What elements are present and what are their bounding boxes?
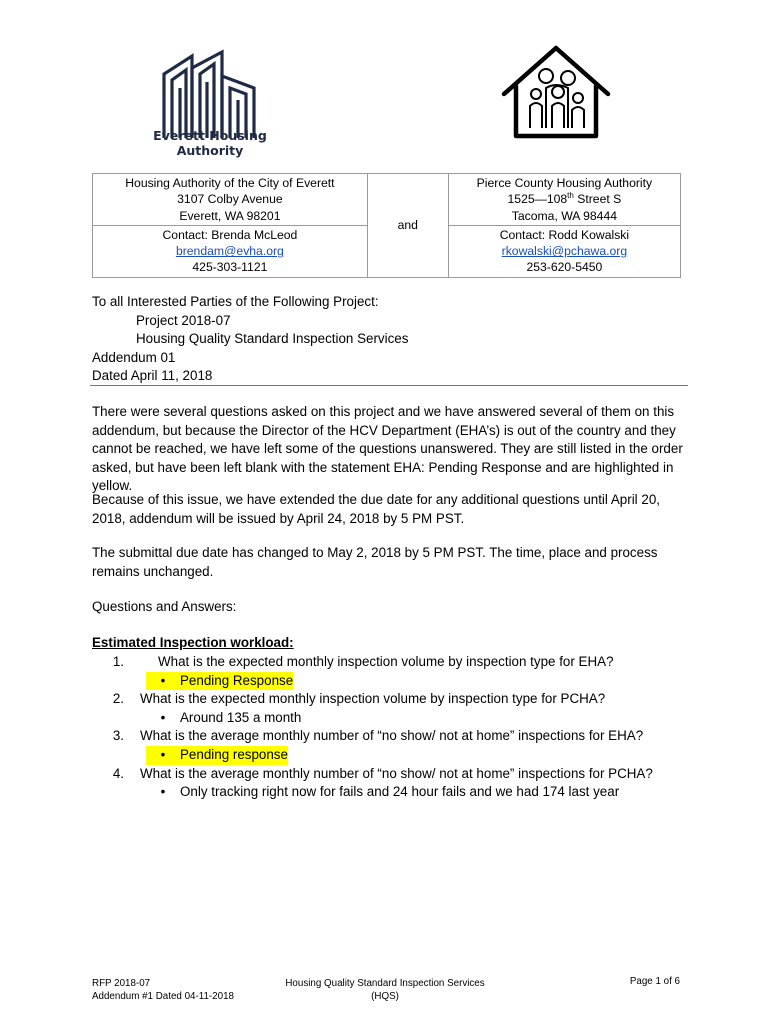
answer-1: [92, 672, 688, 691]
answer-3: [92, 746, 688, 765]
eha-email-link[interactable]: brendam@evha.org: [175, 244, 284, 259]
question-4: [92, 765, 688, 784]
bullet-icon: •: [160, 784, 166, 800]
question-text: What is the average monthly number of “no show/ not at home” inspections for PCHA?: [140, 765, 653, 781]
question-text: What is the expected monthly inspection volume by inspection type for EHA?: [158, 654, 614, 669]
answer-text: Pending response: [180, 746, 288, 762]
question-number: 2.: [112, 691, 124, 707]
eha-contact-name: Contact: Brenda McLeod: [162, 227, 298, 242]
pcha-phone: 253-620-5450: [526, 260, 603, 275]
question-list: [92, 653, 688, 802]
answer-4: [92, 783, 688, 802]
footer-rfp: RFP 2018-07: [92, 978, 151, 989]
eha-contact-cell: [93, 225, 368, 277]
addendum-number: Addendum 01: [92, 349, 176, 365]
paragraph-1: There were several questions asked on this project and we have answered several of them on this addendum, but because the Director of the HCV Department (EHA’s) is out of the country and they cannot be reached, we have left some of the questions unanswered. They are still listed in the order asked, but have been left blank with the statement EHA: Pending Response and are highlighted in yellow.: [92, 404, 683, 494]
answer-2: [92, 709, 688, 728]
question-number: 3.: [112, 728, 124, 744]
bullet-icon: •: [160, 709, 166, 725]
pcha-email-link[interactable]: rkowalski@pchawa.org: [501, 244, 628, 259]
question-text: What is the expected monthly inspection volume by inspection type for PCHA?: [140, 691, 606, 707]
pcha-city: Tacoma, WA 98444: [511, 208, 618, 223]
paragraph-3: The submittal due date has changed to May 2, 2018 by 5 PM PST. The time, place and process remains unchanged.: [92, 545, 658, 579]
eha-caption-line2: Authority: [176, 143, 244, 158]
qa-heading: Questions and Answers:: [92, 599, 237, 614]
question-text: What is the average monthly number of “no show/ not at home” inspections for EHA?: [140, 728, 644, 744]
addendum-date: Dated April 11, 2018: [92, 368, 213, 384]
contact-table: [92, 173, 681, 278]
and-cell: and: [367, 174, 448, 278]
page-number: Page 1 of 6: [629, 976, 680, 987]
eha-logo-caption: [148, 128, 272, 158]
footer-project: Housing Quality Standard Inspection Services: [285, 978, 485, 989]
intro-block: [92, 293, 688, 386]
answer-text: Around 135 a month: [180, 709, 302, 725]
question-1: [92, 653, 688, 672]
divider: [90, 385, 688, 386]
answer-text: Only tracking right now for fails and 24 hour fails and we had 174 last year: [180, 784, 620, 800]
footer-addendum: Addendum #1 Dated 04-11-2018: [92, 991, 234, 1002]
footer-center: [270, 977, 500, 1003]
pcha-address-cell: [448, 174, 680, 226]
question-3: [92, 727, 688, 746]
pcha-name: Pierce County Housing Authority: [476, 176, 653, 190]
footer-left: [92, 977, 234, 1003]
question-number: 1.: [112, 654, 124, 669]
project-number: Project 2018-07: [136, 312, 231, 328]
eha-name: Housing Authority of the City of Everett: [125, 176, 335, 190]
project-name: Housing Quality Standard Inspection Services: [136, 331, 409, 347]
eha-phone: 425-303-1121: [192, 260, 268, 275]
eha-address-cell: [93, 174, 368, 226]
pcha-street: 1525—108th Street S: [507, 191, 622, 207]
eha-caption-line1: Everett Housing: [153, 128, 267, 143]
footer-hqs: (HQS): [371, 991, 399, 1002]
answer-text: Pending Response: [180, 672, 294, 688]
pcha-logo-icon: [498, 42, 614, 142]
paragraph-2: Because of this issue, we have extended the due date for any additional questions until April 20, 2018, addendum will be issued by April 24, 2018 by 5 PM PST.: [92, 492, 660, 526]
bullet-icon: •: [160, 746, 166, 762]
question-2: [92, 690, 688, 709]
section-heading: Estimated Inspection workload:: [92, 635, 294, 650]
eha-street: 3107 Colby Avenue: [177, 192, 283, 207]
intro-line: To all Interested Parties of the Following Project:: [92, 294, 379, 309]
pcha-contact-name: Contact: Rodd Kowalski: [499, 227, 630, 242]
eha-city: Everett, WA 98201: [179, 208, 281, 223]
question-number: 4.: [112, 765, 124, 781]
bullet-icon: •: [160, 672, 166, 688]
pcha-contact-cell: [448, 225, 680, 277]
